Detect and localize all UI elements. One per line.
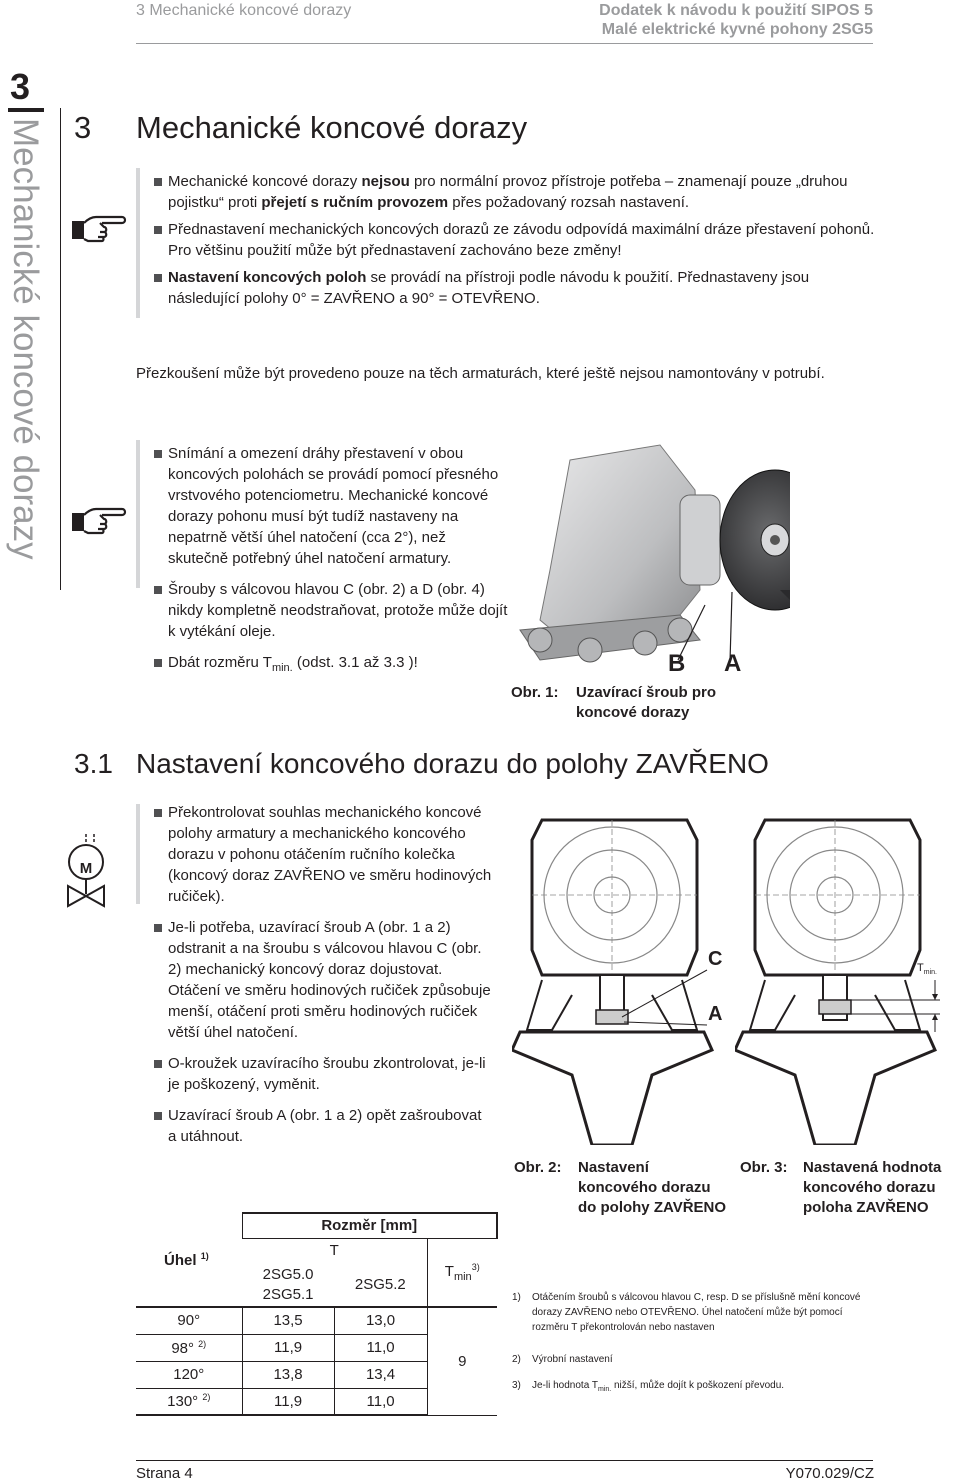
dimension-table (136, 1212, 498, 1416)
procedure-item-1: Překontrolovat souhlas mechanického koncové polohy armatury a mechanického koncového dorazu v pohonu otáčením ručního kolečka (koncový doraz ZAVŘENO ve směru hodinových ručiček). (140, 802, 492, 907)
table-row: 90° 13,5 13,0 9 (136, 1307, 497, 1334)
fig3-label-tmin: $T_{min.}$ (917, 962, 937, 977)
subsection-number: 3.1 (74, 748, 113, 779)
table-tmin-value: 9 (427, 1307, 497, 1415)
fig3-caption: Nastavená hodnota koncového dorazu poloha ZAVŘENO (803, 1159, 942, 1216)
fig2-caption: Nastavení koncového dorazu do polohy ZAVŘENO (578, 1159, 727, 1216)
note-item-screws: Šrouby s válcovou hlavou C (obr. 2) a D (obr. 4) nikdy kompletně neodstraňovat, protože může dojít k vytékání oleje. (140, 579, 510, 642)
fig1-label-b: B (668, 650, 686, 677)
note-item-2: Přednastavení mechanických koncových dorazů ze závodu odpovídá maximální dráze přestavení pohonů. Pro většinu použití může být přednastavení zachováno beze změny! (140, 219, 880, 261)
table-head-tmin: $T_{min}^{3)}$ (427, 1238, 497, 1307)
section-number: 3 (74, 110, 92, 145)
side-tab-number: 3 (10, 66, 31, 107)
note-list (140, 171, 880, 309)
fig2-label-c: C (708, 948, 723, 970)
document-code: Y070.029/CZ (785, 1465, 874, 1482)
fig2-caption-number: Obr. 2: (514, 1159, 562, 1176)
header-doc-subtitle: Malé elektrické kyvné pohony 2SG5 (601, 21, 873, 38)
procedure-list (140, 802, 492, 1147)
section-title: Mechanické koncové dorazy (136, 110, 528, 145)
procedure-item-2: Je-li potřeba, uzavírací šroub A (obr. 1 a 2) odstranit a na šroubu s válcovou hlavou C (obr. 2) mechanický koncový doraz dojustovat. Otáčení ve směru hodinových ručiček způsobuje menší, otáčení proti směru hodinových ručiček větší úhel natočení. (140, 917, 492, 1043)
note-item-potentiometer: Snímání a omezení dráhy přestavení v obou koncových polohách se provádí pomocí přesného vrstvového potenciometru. Mechanické koncové dorazy pohonu musí být tudíž nastaveny na nepatrně větší úhel natočení (cca 2°), než skutečně potřebný úhel natočení armatury. (140, 443, 510, 569)
table-row: 120° 13,8 13,4 (136, 1361, 497, 1388)
footer-rule (136, 1460, 873, 1461)
stop-adjustment-drawing (512, 800, 727, 1145)
note-item-1: Mechanické koncové dorazy nejsou pro normální provoz přístroje potřeba – znamenají pouze „druhou pojistku“ proti přejetí s ručním provozem přes požadovaný rozsah nastavení. (140, 171, 880, 213)
procedure-item-3: O-kroužek uzavíracího šroubu zkontrolovat, je-li je poškozený, vyměnit. (140, 1053, 492, 1095)
table-head-rozmer: Rozměr [mm] (242, 1213, 497, 1238)
procedure-item-4: Uzavírací šroub A (obr. 1 a 2) opět zašroubovat a utáhnout. (140, 1105, 492, 1147)
side-tab-text: Mechanické koncové dorazy (6, 118, 45, 560)
note-list-2 (140, 443, 510, 679)
motor-label: M (79, 860, 93, 877)
header-rule (136, 43, 873, 44)
pointing-hand-icon (70, 505, 128, 535)
fig3-caption-number: Obr. 3: (740, 1159, 788, 1176)
table-head-uhel: Úhel $^{1)}$ (164, 1250, 209, 1269)
subsection-title: Nastavení koncového dorazu do polohy ZAVŘENO (136, 748, 769, 779)
table-col-2sg52: 2SG5.2 (354, 1276, 406, 1293)
footnote-1: 1) Otáčením šroubů s válcovou hlavou C, resp. D se příslušně mění koncové dorazy ZAVŘENO nebo OTEVŘENO. Úhel natočení může být pomocí rozměru T překontrolován nebo nastaven (512, 1292, 861, 1333)
side-tab (2, 118, 48, 588)
table-head-t: T (329, 1242, 339, 1260)
actuator-photo-figure (510, 440, 790, 680)
fig2-label-a: A (708, 1003, 723, 1025)
pointing-hand-icon (70, 213, 128, 243)
fig1-label-a: A (724, 650, 742, 677)
footnote-3: 3) Je-li hodnota $T_{min.}$ nižší, může dojít k poškození převodu. (512, 1380, 785, 1393)
table-col-2sg50: 2SG5.0 2SG5.1 (262, 1265, 314, 1303)
note-item-3: Nastavení koncových poloh se provádí na přístroji podle návodu k použití. Přednastaveny jsou následující polohy 0° = ZAVŘENO a 90° = OTEVŘENO. (140, 267, 880, 309)
table-row: 130° $^{2)}$ 11,9 11,0 (136, 1388, 497, 1415)
header-doc-title: Dodatek k návodu k použití SIPOS 5 (599, 2, 873, 19)
table-row: 98° $^{2)}$ 11,9 11,0 (136, 1334, 497, 1361)
subsection-heading (74, 748, 769, 780)
page-number: Strana 4 (136, 1465, 193, 1482)
header-section: 3 Mechanické koncové dorazy (136, 2, 352, 19)
intro-paragraph: Přezkoušení může být provedeno pouze na těch armaturách, které ještě nejsou namontovány v potrubí. (136, 365, 825, 382)
footnote-2: 2) Výrobní nastavení (512, 1354, 613, 1365)
note-item-tmin: Dbát rozměru $T_{min.}$ (odst. 3.1 až 3.3 )! (140, 652, 510, 679)
side-tab-divider (60, 108, 61, 590)
fig1-caption-number: Obr. 1: (511, 684, 559, 701)
section-heading (74, 110, 527, 146)
side-tab-bar (8, 108, 44, 112)
fig1-caption: Uzavírací šroub pro koncové dorazy (576, 684, 717, 721)
